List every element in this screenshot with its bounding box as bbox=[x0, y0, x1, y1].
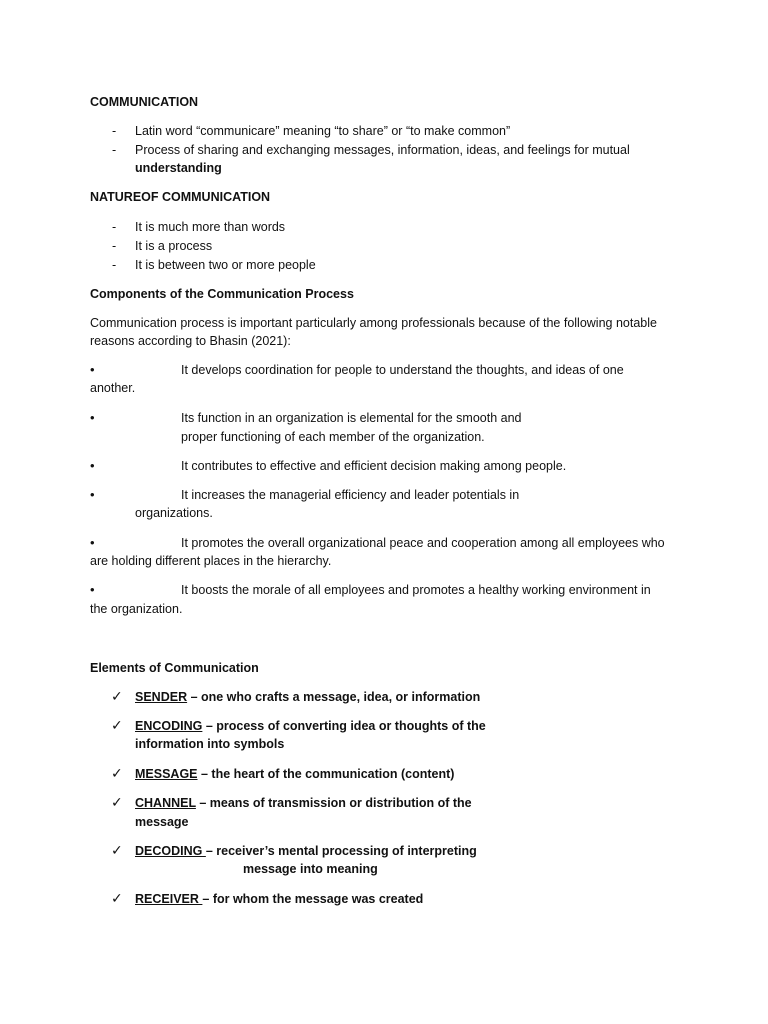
reason-text: It develops coordination for people to understand the thoughts, and ideas of one bbox=[181, 363, 624, 377]
dash-marker: - bbox=[112, 258, 117, 272]
element-description: – means of transmission or distribution of the bbox=[195, 796, 472, 810]
element-term: ENCODING bbox=[135, 719, 203, 733]
element-item bbox=[135, 843, 477, 859]
checkmark-icon: ✓ bbox=[111, 688, 123, 704]
element-item bbox=[135, 689, 480, 705]
element-item bbox=[135, 766, 454, 782]
communication-item-continued: understanding bbox=[135, 161, 222, 175]
element-term: DECODING bbox=[135, 844, 206, 858]
element-term: MESSAGE bbox=[135, 767, 198, 781]
checkmark-icon: ✓ bbox=[111, 794, 123, 810]
heading-nature: NATUREOF COMMUNICATION bbox=[90, 190, 271, 204]
bullet-marker: • bbox=[90, 458, 95, 473]
checkmark-icon: ✓ bbox=[111, 842, 123, 858]
bullet-marker: • bbox=[90, 410, 95, 425]
bullet-marker: • bbox=[90, 535, 95, 550]
nature-item: It is between two or more people bbox=[135, 258, 316, 272]
heading-communication: COMMUNICATION bbox=[90, 95, 199, 109]
dash-marker: - bbox=[112, 220, 117, 234]
bullet-marker: • bbox=[90, 487, 95, 502]
reason-text-continued: proper functioning of each member of the organization. bbox=[181, 430, 485, 444]
element-term: RECEIVER bbox=[135, 892, 203, 906]
nature-item: It is much more than words bbox=[135, 220, 286, 234]
element-description: – the heart of the communication (content) bbox=[197, 767, 455, 781]
reason-text-continued: organizations. bbox=[135, 506, 213, 520]
bullet-marker: • bbox=[90, 362, 95, 377]
reason-text-continued: the organization. bbox=[90, 602, 183, 616]
reason-text: Its function in an organization is elemental for the smooth and bbox=[181, 411, 522, 425]
element-description: – one who crafts a message, idea, or information bbox=[187, 690, 481, 704]
element-description-continued: information into symbols bbox=[135, 737, 285, 751]
element-description: – for whom the message was created bbox=[202, 892, 424, 906]
nature-item: It is a process bbox=[135, 239, 213, 253]
element-description-continued: message bbox=[135, 815, 189, 829]
intro-paragraph-line: reasons according to Bhasin (2021): bbox=[90, 334, 291, 348]
dash-marker: - bbox=[112, 143, 117, 157]
checkmark-icon: ✓ bbox=[111, 890, 123, 906]
element-term: CHANNEL bbox=[135, 796, 196, 810]
checkmark-icon: ✓ bbox=[111, 717, 123, 733]
intro-paragraph-line: Communication process is important particularly among professionals because of the following notable bbox=[90, 316, 657, 330]
element-description: – receiver’s mental processing of interpreting bbox=[205, 844, 477, 858]
reason-text: It increases the managerial efficiency and leader potentials in bbox=[181, 488, 520, 502]
checkmark-icon: ✓ bbox=[111, 765, 123, 781]
reason-text-continued: another. bbox=[90, 381, 136, 395]
communication-item: Latin word “communicare” meaning “to share” or “to make common” bbox=[135, 124, 511, 138]
reason-text: It promotes the overall organizational peace and cooperation among all employees who bbox=[181, 536, 665, 550]
element-description-continued: message into meaning bbox=[243, 862, 378, 876]
element-item bbox=[135, 795, 472, 811]
reason-text: It contributes to effective and efficient decision making among people. bbox=[181, 459, 567, 473]
element-item bbox=[135, 718, 486, 734]
heading-components: Components of the Communication Process bbox=[90, 287, 354, 301]
reason-text-continued: are holding different places in the hierarchy. bbox=[90, 554, 332, 568]
dash-marker: - bbox=[112, 124, 117, 138]
reason-text: It boosts the morale of all employees and promotes a healthy working environment in bbox=[181, 583, 651, 597]
communication-item: Process of sharing and exchanging messages, information, ideas, and feelings for mutual bbox=[135, 143, 630, 157]
bullet-marker: • bbox=[90, 582, 95, 597]
element-description: – process of converting idea or thoughts of the bbox=[202, 719, 486, 733]
element-term: SENDER bbox=[135, 690, 188, 704]
dash-marker: - bbox=[112, 239, 117, 253]
heading-elements: Elements of Communication bbox=[90, 661, 259, 675]
element-item bbox=[135, 891, 423, 907]
